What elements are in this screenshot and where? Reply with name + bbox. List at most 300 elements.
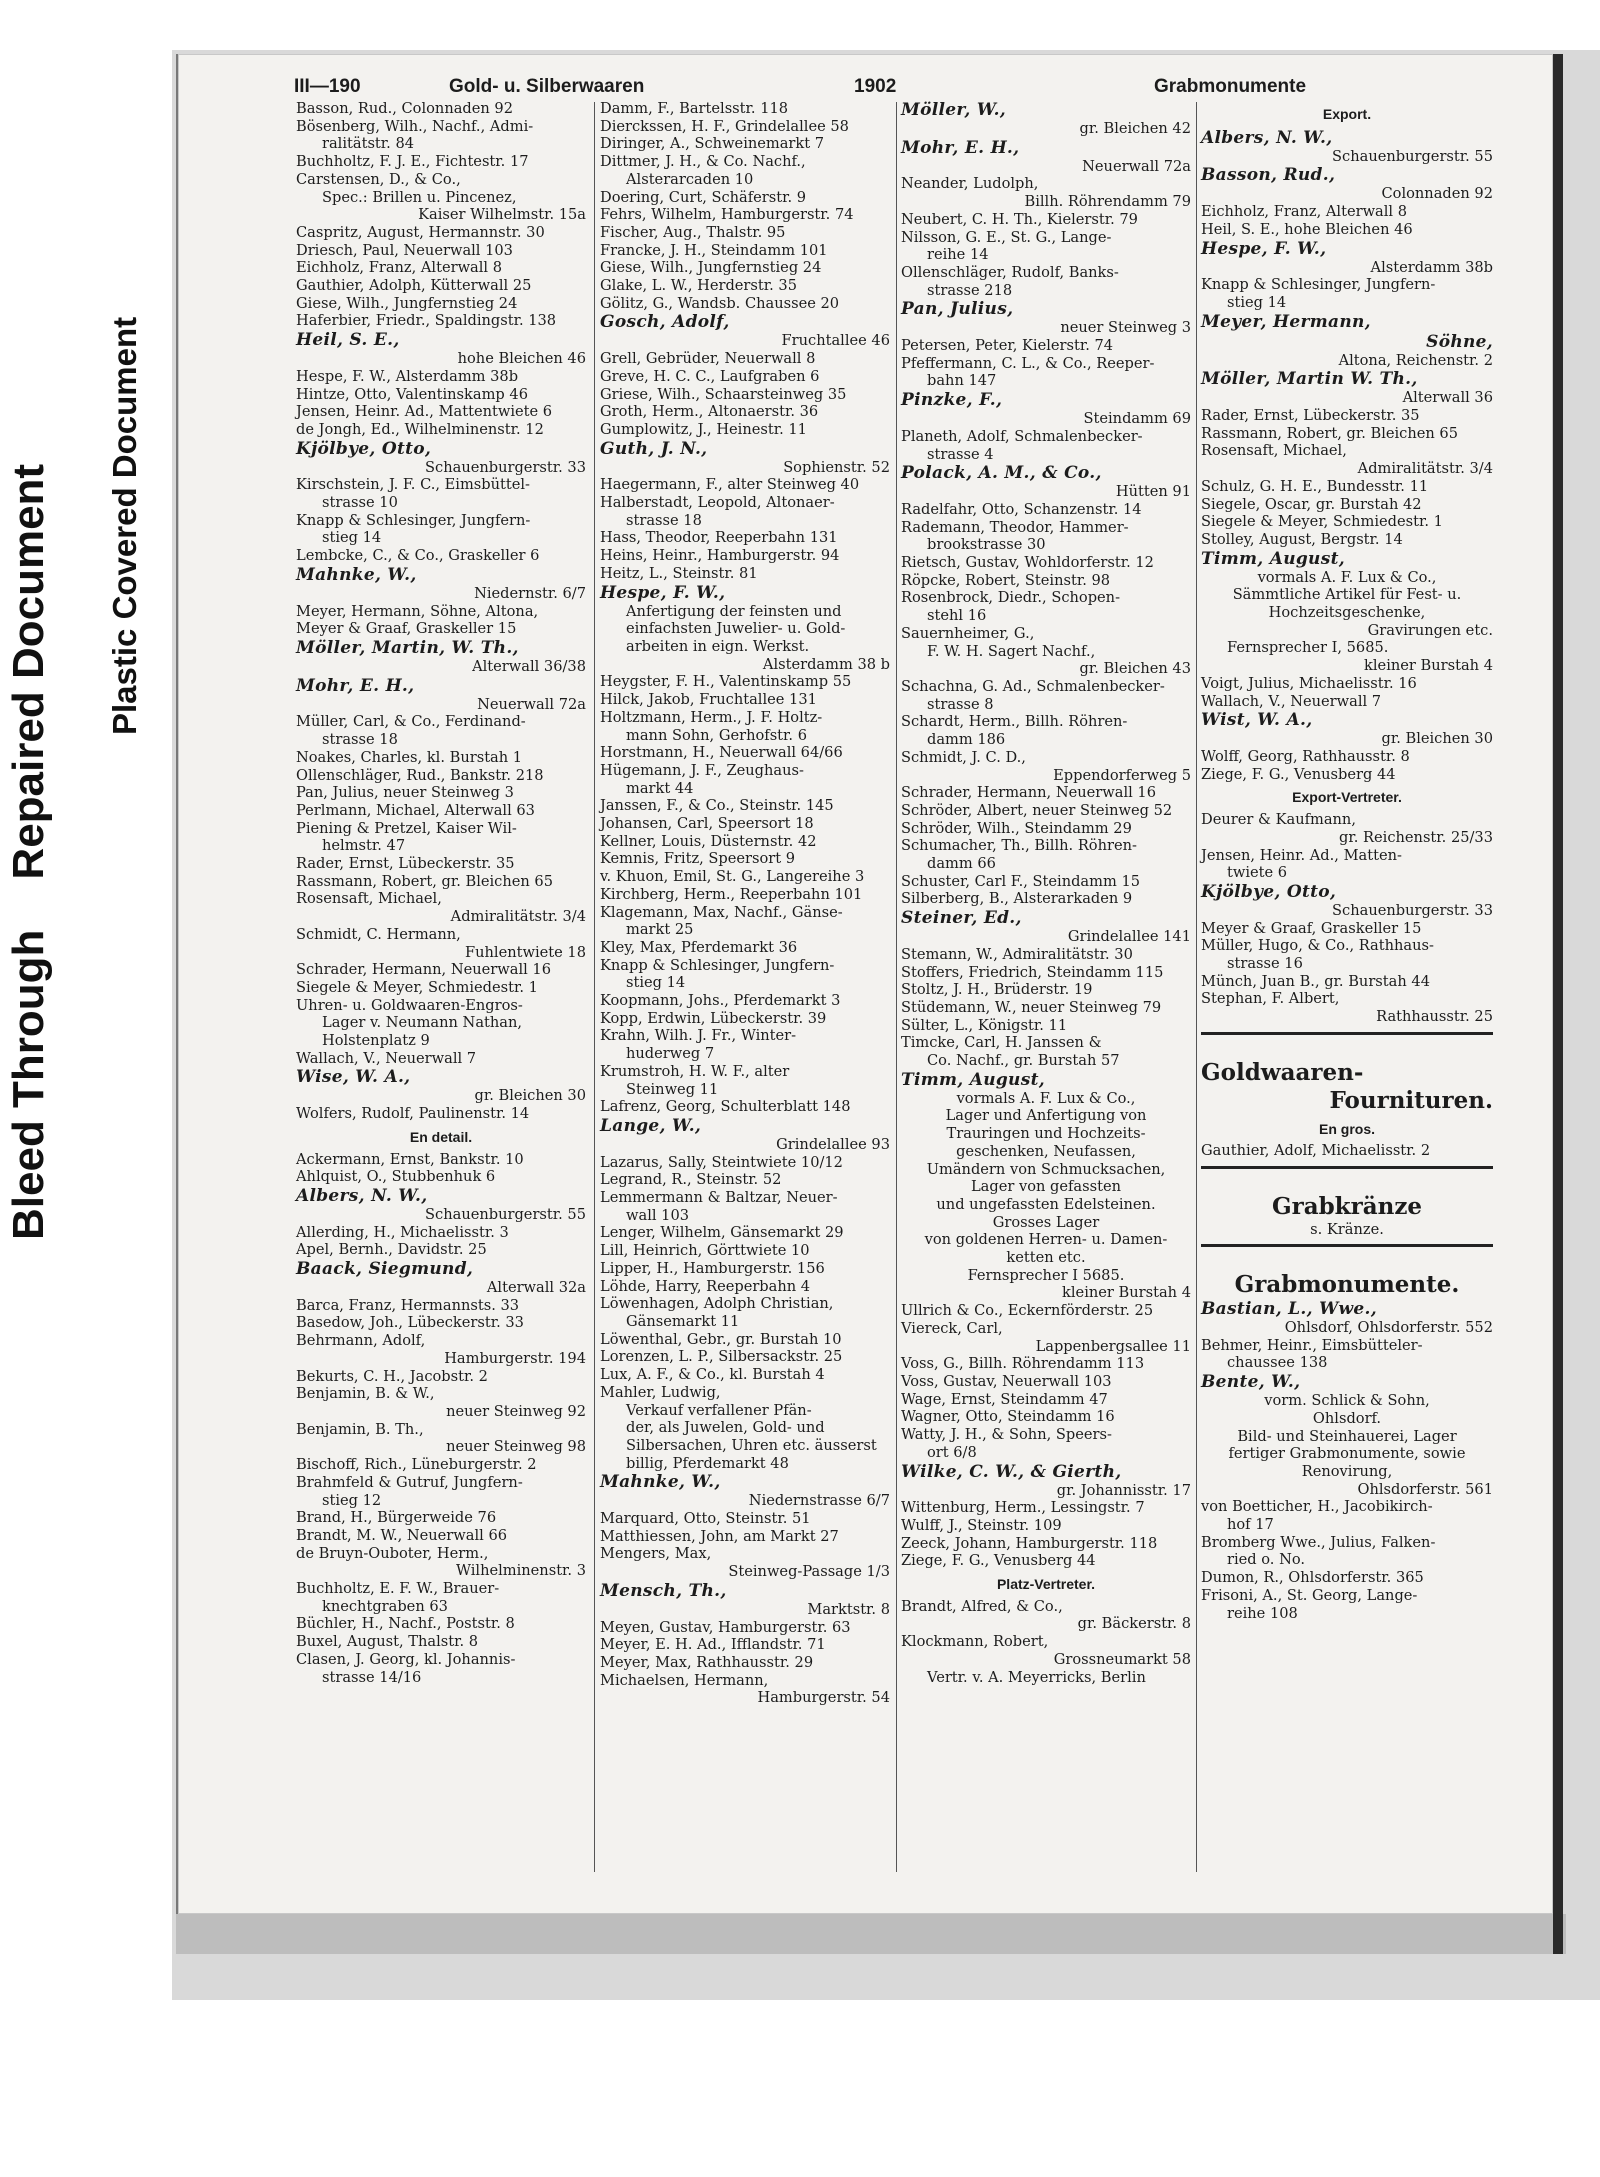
directory-entry: Neander, Ludolph, [901,175,1039,193]
firm-name: Albers, N. W., [296,1185,428,1206]
directory-entry: Behrmann, Adolf, [296,1332,426,1350]
column-3 [901,100,1191,1686]
directory-entry: twiete 6 [1227,864,1288,882]
directory-entry: Wilhelminenstr. 3 [455,1562,586,1580]
directory-entry: Alterwall 36/38 [472,657,586,675]
directory-entry: Zeeck, Johann, Hamburgerstr. 118 [901,1534,1158,1552]
directory-entry: stieg 14 [322,529,382,547]
directory-entry: Ziege, F. G., Venusberg 44 [901,1552,1096,1570]
directory-entry: Lux, A. F., & Co., kl. Burstah 4 [600,1366,825,1384]
directory-entry: Fruchtallee 46 [781,332,890,350]
directory-entry: Janssen, F., & Co., Steinstr. 145 [600,797,834,815]
directory-entry: Rathhausstr. 25 [1376,1008,1493,1026]
directory-entry: Voss, Gustav, Neuerwall 103 [901,1373,1112,1390]
directory-entry: Verkauf verfallener Pfän- [626,1401,812,1419]
directory-entry: Schrader, Hermann, Neuerwall 16 [901,784,1156,802]
directory-entry: Wittenburg, Herm., Lessingstr. 7 [901,1499,1145,1517]
directory-entry: Watty, J. H., & Sohn, Speers- [901,1426,1112,1444]
directory-entry: Röpcke, Robert, Steinstr. 98 [901,571,1111,589]
directory-entry: Gumplowitz, J., Heinestr. 11 [600,420,807,438]
directory-entry: Fernsprecher I, 5685. [1227,639,1389,657]
firm-name: Hespe, F. W., [1201,238,1327,259]
directory-entry: hof 17 [1227,1516,1274,1534]
directory-entry: Kopp, Erdwin, Lübeckerstr. 39 [600,1009,827,1027]
directory-entry: Meyer, Hermann, Söhne, Altona, [296,602,539,620]
directory-entry: Altona, Reichenstr. 2 [1338,351,1493,369]
directory-entry: Neubert, C. H. Th., Kielerstr. 79 [901,210,1138,228]
directory-entry: Knapp & Schlesinger, Jungfern- [1201,276,1436,294]
directory-entry: Matthiessen, John, am Markt 27 [600,1527,839,1545]
directory-entry: Buchholtz, F. J. E., Fichtestr. 17 [296,153,529,171]
directory-entry: Silberberg, B., Alsterarkaden 9 [901,890,1133,908]
directory-entry: Mengers, Max, [600,1545,712,1563]
firm-name: Pan, Julius, [901,299,1014,320]
directory-entry: Rosensaft, Michael, [1201,442,1347,460]
directory-entry: vormals A. F. Lux & Co., [956,1089,1136,1107]
directory-entry: Schardt, Herm., Billh. Röhren- [901,713,1128,731]
directory-entry: wall 103 [626,1206,690,1224]
directory-entry: Lemmermann & Baltzar, Neuer- [600,1189,838,1207]
directory-entry: Piening & Pretzel, Kaiser Wil- [296,819,517,837]
directory-entry: einfachsten Juwelier- u. Gold- [626,620,846,638]
directory-entry: ort 6/8 [927,1443,977,1461]
directory-entry: Wolff, Georg, Rathhausstr. 8 [1201,747,1410,765]
directory-entry: Schmidt, C. Hermann, [296,925,461,943]
directory-entry: Kaiser Wilhelmstr. 15a [418,206,586,224]
directory-entry: Alterwall 36 [1402,389,1493,407]
page-bottom-shadow [176,1914,1566,1954]
directory-entry: Holstenplatz 9 [322,1032,430,1050]
directory-entry: Siegele & Meyer, Schmiedestr. 1 [296,978,538,996]
directory-entry: ried o. No. [1227,1551,1306,1569]
directory-entry: Gauthier, Adolf, Michaelisstr. 2 [1201,1142,1431,1160]
directory-entry: Gravirungen etc. [1367,621,1493,639]
firm-name: Baack, Siegmund, [296,1259,474,1280]
directory-entry: Trauringen und Hochzeits- [946,1125,1146,1143]
directory-entry: Koopmann, Johs., Pferdemarkt 3 [600,992,841,1010]
category-heading: Fournituren. [1329,1086,1493,1114]
firm-name: Mahnke, W., [600,1472,721,1493]
directory-entry: gr. Bleichen 30 [1381,730,1493,748]
directory-entry: chaussee 138 [1227,1354,1328,1372]
directory-entry: mann Sohn, Gerhofstr. 6 [626,726,807,744]
directory-entry: arbeiten in eign. Werkst. [626,637,810,655]
directory-entry: Driesch, Paul, Neuerwall 103 [296,241,513,259]
directory-entry: markt 25 [626,921,694,939]
directory-entry: Silbersachen, Uhren etc. äusserst [626,1436,877,1454]
directory-entry: stieg 14 [626,974,686,992]
firm-name: Albers, N. W., [1201,127,1333,148]
directory-entry: Brand, H., Bürgerweide 76 [296,1509,497,1527]
directory-entry: Uhren- u. Goldwaaren-Engros- [296,996,523,1014]
directory-entry: Lappenbergsallee 11 [1035,1337,1191,1355]
directory-entry: Klockmann, Robert, [901,1633,1049,1651]
firm-name: Timm, August, [1201,548,1345,569]
directory-entry: Hütten 91 [1115,483,1191,501]
directory-entry: Giese, Wilh., Jungfernstieg 24 [296,294,518,312]
directory-entry: Jensen, Heinr. Ad., Mattentwiete 6 [296,403,553,421]
directory-entry: markt 44 [626,779,694,797]
directory-entry: Co. Nachf., gr. Burstah 57 [927,1052,1120,1070]
directory-entry: Lager v. Neumann Nathan, [322,1014,523,1032]
directory-entry: Wulff, J., Steinstr. 109 [901,1516,1062,1534]
directory-entry: Pan, Julius, neuer Steinweg 3 [296,784,514,802]
firm-name: Bastian, L., Wwe., [1201,1299,1377,1319]
directory-entry: der, als Juwelen, Gold- und [626,1419,825,1437]
section-rule [1201,1166,1493,1187]
directory-entry: Holtzmann, Herm., J. F. Holtz- [600,708,823,726]
column-divider [896,102,897,1872]
directory-entry: Clasen, J. Georg, kl. Johannis- [296,1650,516,1668]
directory-entry: Francke, J. H., Steindamm 101 [600,241,828,259]
firm-name: Mensch, Th., [600,1580,727,1601]
directory-entry: Ollenschläger, Rud., Bankstr. 218 [296,766,544,784]
directory-entry: Stoltz, J. H., Brüderstr. 19 [901,981,1093,999]
directory-entry: Apel, Bernh., Davidstr. 25 [296,1241,487,1259]
directory-entry: Stemann, W., Admiralitätstr. 30 [901,945,1133,963]
directory-entry: gr. Bleichen 30 [474,1087,586,1105]
directory-entry: Schauenburgerstr. 33 [425,458,586,476]
firm-name: Kjölbye, Otto, [1201,881,1337,902]
directory-entry: Klagemann, Max, Nachf., Gänse- [600,903,843,921]
bleed-through-label: Bleed Through [4,929,53,1240]
firm-name: Basson, Rud., [1201,165,1336,186]
firm-name: Steiner, Ed., [901,908,1022,929]
directory-entry: Wagner, Otto, Steindamm 16 [901,1408,1115,1426]
directory-entry: Griese, Wilh., Schaarsteinweg 35 [600,385,847,403]
directory-entry: Colonnaden 92 [1381,185,1493,203]
directory-entry: Pfeffermann, C. L., & Co., Reeper- [901,354,1155,372]
directory-entry: von goldenen Herren- u. Damen- [924,1231,1168,1249]
directory-entry: Heins, Heinr., Hamburgerstr. 94 [600,547,840,565]
directory-entry: Lorenzen, L. P., Silbersackstr. 25 [600,1348,843,1366]
directory-entry: Damm, F., Bartelsstr. 118 [600,100,789,117]
directory-entry: Fehrs, Wilhelm, Hamburgerstr. 74 [600,206,854,224]
directory-entry: Meyer & Graaf, Graskeller 15 [1201,919,1422,937]
directory-entry: ralitätstr. 84 [322,135,415,153]
directory-entry: Sauernheimer, G., [901,624,1035,642]
directory-entry: Siegele & Meyer, Schmiedestr. 1 [1201,513,1443,531]
directory-entry: Hass, Theodor, Reeperbahn 131 [600,529,838,547]
directory-entry: Bromberg Wwe., Julius, Falken- [1201,1533,1436,1551]
directory-entry: Admiralitätstr. 3/4 [1357,460,1493,478]
directory-entry: Ohlsdorf. [1312,1409,1382,1427]
directory-entry: Voss, G., Billh. Röhrendamm 113 [901,1355,1145,1373]
directory-entry: Dierckssen, H. F., Grindelallee 58 [600,117,849,135]
directory-entry: Hamburgerstr. 194 [444,1349,586,1367]
directory-entry: Kirchberg, Herm., Reeperbahn 101 [600,885,863,903]
directory-entry: strasse 4 [927,445,994,463]
directory-entry: Viereck, Carl, [901,1319,1003,1337]
directory-entry: Fischer, Aug., Thalstr. 95 [600,223,786,241]
directory-entry: Dumon, R., Ohlsdorferstr. 365 [1201,1569,1424,1587]
directory-entry: Meyen, Gustav, Hamburgerstr. 63 [600,1618,851,1636]
directory-entry: Rassmann, Robert, gr. Bleichen 65 [296,872,553,890]
directory-entry: Sämmtliche Artikel für Fest- u. [1232,586,1462,604]
directory-entry: Billh. Röhrendamm 79 [1024,193,1191,211]
directory-entry: Müller, Carl, & Co., Ferdinand- [296,713,526,731]
directory-entry: Siegele, Oscar, gr. Burstah 42 [1201,495,1422,513]
running-title: Grabmonumente [1154,76,1307,97]
directory-entry: Umändern von Schmucksachen, [926,1160,1166,1178]
directory-entry: Gänsemarkt 11 [626,1313,740,1330]
directory-entry: hohe Bleichen 46 [457,350,586,368]
directory-entry: Basson, Rud., Colonnaden 92 [296,100,514,117]
directory-entry: Basedow, Joh., Lübeckerstr. 33 [296,1314,524,1332]
directory-entry: Petersen, Peter, Kielerstr. 74 [901,337,1114,355]
directory-entry: stieg 14 [1227,293,1287,311]
directory-entry: Bild- und Steinhauerei, Lager [1237,1427,1457,1445]
directory-entry: Lenger, Wilhelm, Gänsemarkt 29 [600,1224,844,1242]
directory-entry: Lembcke, C., & Co., Graskeller 6 [296,547,540,565]
directory-entry: Haegermann, F., alter Steinweg 40 [600,476,860,494]
directory-entry: Marquard, Otto, Steinstr. 51 [600,1510,811,1528]
directory-entry: damm 186 [927,731,1006,749]
firm-name: Pinzke, F., [901,390,1003,411]
directory-entry: Schumacher, Th., Billh. Röhren- [901,837,1137,855]
directory-entry: Stüdemann, W., neuer Steinweg 79 [901,998,1162,1016]
directory-entry: Wolfers, Rudolf, Paulinenstr. 14 [296,1105,530,1123]
directory-entry: Noakes, Charles, kl. Burstah 1 [296,748,523,766]
directory-entry: strasse 8 [927,695,994,713]
directory-entry: Heitz, L., Steinstr. 81 [600,564,758,582]
directory-entry: Brahmfeld & Gutruf, Jungfern- [296,1473,523,1491]
directory-entry: Rosenbrock, Diedr., Schopen- [901,589,1120,607]
directory-entry: Alsterarcaden 10 [626,170,754,188]
section-heading: En detail. [409,1128,473,1145]
directory-entry: Marktstr. 8 [807,1600,890,1618]
section-rule [1201,1244,1493,1265]
directory-entry: Stephan, F. Albert, [1201,990,1340,1008]
directory-entry: Buxel, August, Thalstr. 8 [296,1633,479,1651]
firm-name: Möller, Martin W. Th., [1201,369,1418,390]
directory-entry: Horstmann, H., Neuerwall 64/66 [600,744,843,762]
directory-entry: Kirschstein, J. F. C., Eimsbüttel- [296,476,530,494]
directory-entry: Greve, H. C. C., Laufgraben 6 [600,367,820,385]
directory-entry: Neuerwall 72a [477,695,586,713]
directory-entry: Lazarus, Sally, Steintwiete 10/12 [600,1153,843,1171]
directory-entry: Michaelsen, Hermann, [600,1671,769,1689]
column-divider [1196,102,1197,1872]
directory-entry: fertiger Grabmonumente, sowie [1228,1445,1466,1463]
directory-entry: Löhde, Harry, Reeperbahn 4 [600,1277,811,1295]
directory-entry: Lill, Heinrich, Görttwiete 10 [600,1242,810,1260]
firm-name: Möller, Martin, W. Th., [296,637,519,658]
section-heading: Platz-Vertreter. [996,1576,1096,1593]
directory-entry: bahn 147 [927,372,997,390]
directory-entry: Legrand, R., Steinstr. 52 [600,1171,782,1189]
directory-entry: Lager von gefassten [970,1178,1121,1196]
directory-entry: Alsterdamm 38 b [762,655,890,673]
directory-entry: von Boetticher, H., Jacobikirch- [1201,1498,1433,1516]
directory-entry: Deurer & Kaufmann, [1201,811,1356,829]
firm-name: Kjölbye, Otto, [296,438,432,459]
directory-entry: Perlmann, Michael, Alterwall 63 [296,801,535,819]
directory-entry: vormals A. F. Lux & Co., [1257,568,1437,586]
directory-entry: Schrader, Hermann, Neuerwall 16 [296,961,551,979]
directory-entry: Ollenschläger, Rudolf, Banks- [901,263,1119,281]
directory-entry: ketten etc. [1006,1249,1086,1267]
firm-name: Gosch, Adolf, [600,312,730,333]
directory-entry: Schröder, Wilh., Steindamm 29 [901,819,1132,837]
directory-entry: Grindelallee 141 [1067,928,1191,946]
directory-entry: Anfertigung der feinsten und [626,602,842,620]
directory-entry: Meyer & Graaf, Graskeller 15 [296,620,517,638]
directory-entry: Gölitz, G., Wandsb. Chaussee 20 [600,294,840,312]
directory-entry: Alsterdamm 38b [1370,258,1493,276]
year: 1902 [854,76,897,97]
directory-entry: billig, Pferdemarkt 48 [626,1454,789,1472]
directory-entry: gr. Reichenstr. 25/33 [1339,828,1493,846]
directory-entry: Barca, Franz, Hermannsts. 33 [296,1296,520,1314]
directory-entry: Ackermann, Ernst, Bankstr. 10 [296,1150,524,1168]
directory-entry: Hintze, Otto, Valentinskamp 46 [296,385,528,403]
directory-entry: Kellner, Louis, Düsternstr. 42 [600,832,817,850]
directory-entry: kleiner Burstah 4 [1364,657,1493,675]
firm-name: Heil, S. E., [296,330,400,351]
directory-entry: Sülter, L., Königstr. 11 [901,1016,1068,1034]
directory-entry: Renovirung, [1301,1462,1393,1480]
directory-entry: Admiralitätstr. 3/4 [450,908,586,926]
directory-entry: kleiner Burstah 4 [1062,1284,1191,1302]
directory-entry: neuer Steinweg 98 [446,1438,586,1456]
firm-name: Mahnke, W., [296,564,417,585]
directory-entry: neuer Steinweg 3 [1060,319,1191,337]
directory-entry: gr. Johannisstr. 17 [1056,1481,1191,1499]
directory-entry: Buchholtz, E. F. W., Brauer- [296,1580,500,1598]
directory-entry: Lipper, H., Hamburgerstr. 156 [600,1259,825,1277]
directory-entry: Eppendorferweg 5 [1053,766,1191,784]
firm-name: Bente, W., [1201,1372,1301,1393]
directory-entry: reihe 14 [927,246,989,264]
column-2 [600,100,890,1707]
directory-entry: Rosensaft, Michael, [296,890,442,908]
firm-name: Lange, W., [600,1115,702,1136]
directory-entry: Kley, Max, Pferdemarkt 36 [600,938,798,956]
directory-entry: Hamburgerstr. 54 [757,1689,890,1707]
directory-entry: Stoffers, Friedrich, Steindamm 115 [901,963,1164,981]
section-heading: Export-Vertreter. [1292,789,1402,806]
directory-entry: Groth, Herm., Altonaerstr. 36 [600,403,819,421]
directory-entry: Johansen, Carl, Speersort 18 [600,815,814,833]
directory-entry: Grell, Gebrüder, Neuerwall 8 [600,350,816,368]
firm-name: Polack, A. M., & Co., [901,463,1102,484]
directory-entry: knechtgraben 63 [322,1597,448,1615]
directory-entry: Vertr. v. A. Meyerricks, Berlin [927,1668,1146,1686]
category-heading: Grabmonumente. [1234,1271,1460,1298]
directory-entry: Kemnis, Fritz, Speersort 9 [600,850,796,868]
directory-entry: Halberstadt, Leopold, Altonaer- [600,494,835,512]
directory-entry: und ungefassten Edelsteinen. [936,1195,1156,1213]
column-divider [594,102,595,1872]
directory-entry: Schuster, Carl F., Steindamm 15 [901,872,1141,890]
directory-entry: Grindelallee 93 [776,1135,890,1153]
directory-entry: Steinweg 11 [626,1080,719,1098]
directory-entry: Stolley, August, Bergstr. 14 [1201,530,1403,548]
directory-entry: Sophienstr. 52 [783,458,890,476]
directory-entry: Dittmer, J. H., & Co. Nachf., [600,153,806,171]
column-4 [1201,100,1493,1622]
section-heading: Export. [1322,106,1372,122]
directory-entry: Nilsson, G. E., St. G., Lange- [901,228,1112,246]
directory-entry: Löwenhagen, Adolph Christian, [600,1295,834,1313]
firm-name: Guth, J. N., [600,438,708,459]
directory-entry: Hügemann, J. F., Zeughaus- [600,761,804,779]
directory-entry: Doering, Curt, Schäferstr. 9 [600,188,807,206]
directory-entry: Planeth, Adolf, Schmalenbecker- [901,427,1143,445]
section-title: Gold- u. Silberwaaren [449,76,645,97]
directory-entry: Grosses Lager [992,1213,1100,1231]
firm-name: Wilke, C. W., & Gierth, [901,1461,1122,1482]
directory-entry: Rader, Ernst, Lübeckerstr. 35 [1201,407,1420,425]
directory-entry: Wage, Ernst, Steindamm 47 [901,1390,1108,1408]
directory-entry: Heil, S. E., hohe Bleichen 46 [1201,220,1413,238]
directory-entry: Ohlsdorf, Ohlsdorferstr. 552 [1284,1319,1493,1336]
directory-entry: Ullrich & Co., Eckernförderstr. 25 [901,1302,1154,1320]
directory-entry: Schulz, G. H. E., Bundesstr. 11 [1201,477,1429,495]
firm-name: Meyer, Hermann, [1201,311,1371,332]
directory-entry: helmstr. 47 [322,837,406,855]
directory-entry: Rassmann, Robert, gr. Bleichen 65 [1201,424,1458,442]
directory-entry: Radelfahr, Otto, Schanzenstr. 14 [901,500,1142,518]
category-heading: Goldwaaren- [1201,1058,1364,1086]
directory-entry: Lafrenz, Georg, Schulterblatt 148 [600,1098,851,1116]
directory-entry: Heygster, F. H., Valentinskamp 55 [600,673,852,691]
directory-entry: Glake, L. W., Herderstr. 35 [600,277,797,295]
section-heading: En gros. [1318,1120,1375,1137]
directory-entry: Meyer, E. H. Ad., Ifflandstr. 71 [600,1636,826,1654]
directory-entry: vorm. Schlick & Sohn, [1264,1392,1430,1410]
directory-entry: Büchler, H., Nachf., Poststr. 8 [296,1615,515,1633]
firm-name: Wise, W. A., [296,1067,411,1088]
directory-entry: Voigt, Julius, Michaelisstr. 16 [1201,674,1417,692]
directory-entry: Knapp & Schlesinger, Jungfern- [600,956,835,974]
directory-entry: Mahler, Ludwig, [600,1383,721,1401]
directory-entry: huderweg 7 [626,1045,715,1063]
directory-entry: Hespe, F. W., Alsterdamm 38b [296,367,519,385]
directory-entry: reihe 108 [1227,1604,1298,1622]
directory-entry: Frisoni, A., St. Georg, Lange- [1201,1586,1418,1604]
directory-entry: Münch, Juan B., gr. Burstah 44 [1201,972,1430,990]
directory-entry: damm 66 [927,855,996,873]
directory-entry: Brandt, Alfred, & Co., [901,1597,1063,1615]
directory-entry: strasse 14/16 [322,1668,422,1686]
page-number: III—190 [294,76,361,97]
directory-entry: strasse 18 [626,511,702,529]
directory-entry: Niedernstrasse 6/7 [748,1492,890,1510]
directory-entry: Diringer, A., Schweinemarkt 7 [600,135,825,153]
directory-entry: Ahlquist, O., Stubbenhuk 6 [296,1168,496,1186]
directory-entry: strasse 16 [1227,955,1303,973]
page-edge [1553,54,1563,1954]
directory-entry: F. W. H. Sagert Nachf., [927,642,1096,660]
directory-entry: Fernsprecher I 5685. [967,1266,1125,1284]
directory-entry: Haferbier, Friedr., Spaldingstr. 138 [296,312,557,330]
category-heading: Grabkränze [1271,1192,1423,1220]
column-1 [296,100,586,1686]
directory-entry: Eichholz, Franz, Alterwall 8 [1201,203,1408,221]
directory-entry: Neuerwall 72a [1082,157,1191,175]
repaired-document-label: Repaired Document [4,463,53,880]
directory-entry: gr. Bäckerstr. 8 [1077,1615,1191,1633]
firm-name: Mohr, E. H., [901,137,1020,158]
directory-entry: Hochzeitsgeschenke, [1268,604,1426,622]
directory-entry: Ziege, F. G., Venusberg 44 [1201,765,1396,783]
directory-entry: Behmer, Heinr., Eimsbütteler- [1201,1336,1423,1354]
directory-entry: Rader, Ernst, Lübeckerstr. 35 [296,855,515,873]
directory-entry: Rietsch, Gustav, Wohldorferstr. 12 [901,554,1154,572]
directory-entry: Ohlsdorferstr. 561 [1357,1480,1493,1498]
